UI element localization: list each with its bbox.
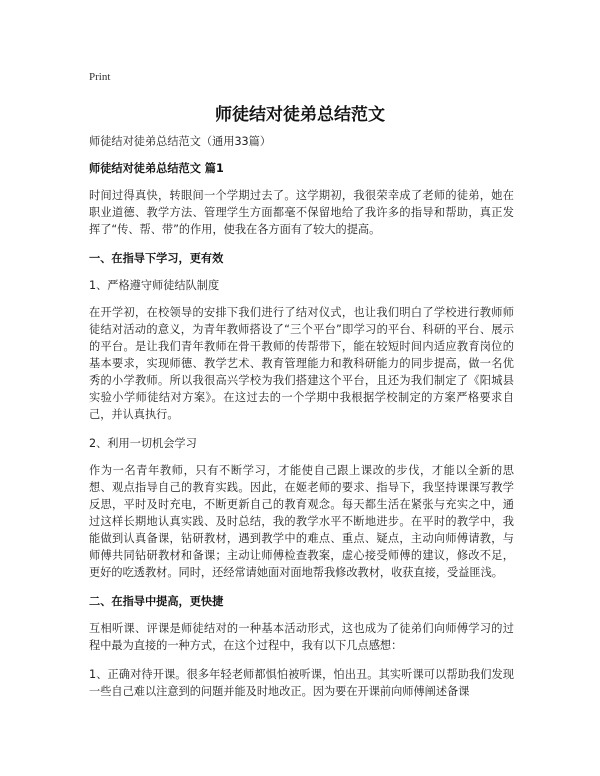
section-title: 师徒结对徒弟总结范文 篇1 bbox=[89, 162, 224, 175]
paragraph-3: 互相听课、评课是师徒结对的一种基本活动形式，这也成为了徒弟们向师傅学习的过程中最为直接的一种方式，在这个过程中，我有以下几点感想： bbox=[89, 622, 514, 652]
paragraph-1: 在开学初，在校领导的安排下我们进行了结对仪式，也让我们明白了学校进行教师师徒结对活动的意义，为青年教师搭设了“三个平台”即学习的平台、科研的平台、展示的平台。是让我们青年教师在骨干教师的传帮带下，能在较短时间内适应教育岗位的基本要求，实现师德、教学艺术、教育管理能力和教科研能力的同步提高，做一名优秀的小学教师。所以我很高兴学校为我们搭建这个平台，且还为我们制定了《阳城县实验小学师徒结对方案》。在这过去的一个学期中我根据学校制定的方案严格要求自己，并认真执行。 bbox=[89, 306, 514, 421]
item-2: 2、利用一切机会学习 bbox=[89, 437, 197, 450]
page-title: 师徒结对徒弟总结范文 bbox=[215, 105, 385, 125]
intro-paragraph: 时间过得真快，转眼间一个学期过去了。这学期初，我很荣幸成了老师的徒弟，她在职业道德、教学方法、管理学生方面都毫不保留地给了我许多的指导和帮助，真正发挥了“传、帮、带”的作用，使我在各方面有了较大的提高。 bbox=[89, 189, 514, 236]
heading-1: 一、在指导下学习，更有效 bbox=[89, 252, 224, 265]
paragraph-4: 1、正确对待开课。很多年轻老师都惧怕被听课，怕出丑。其实听课可以帮助我们发现一些自己难以注意到的问题并能及时地改正。因为要在开课前向师傅阐述备课 bbox=[89, 668, 514, 698]
print-label[interactable]: Print bbox=[89, 71, 111, 83]
document-body bbox=[89, 133, 514, 712]
document-subtitle: 师徒结对徒弟总结范文（通用33篇） bbox=[89, 135, 272, 148]
paragraph-2: 作为一名青年教师，只有不断学习，才能使自己跟上课改的步伐，才能以全新的思想、观点指导自己的教育实践。因此，在姬老师的要求、指导下，我坚持课课写教学反思，平时及时充电，不断更新自己的教育观念。每天都生活在紧张与充实之中，通过这样长期地认真实践、及时总结，我的教学水平不断地进步。在平时的教学中，我能做到认真备课，钻研教材，遇到教学中的难点、重点、疑点，主动向师傅请教，与师傅共同钻研教材和备课；主动让师傅检查教案，虚心接受师傅的建议，修改不足，更好的吃透教材。同时，还经常请她面对面地帮我修改教材，收获直接，受益匪浅。 bbox=[89, 464, 514, 579]
heading-2: 二、在指导中提高，更快捷 bbox=[89, 595, 224, 608]
item-1: 1、严格遵守师徒结队制度 bbox=[89, 279, 220, 292]
